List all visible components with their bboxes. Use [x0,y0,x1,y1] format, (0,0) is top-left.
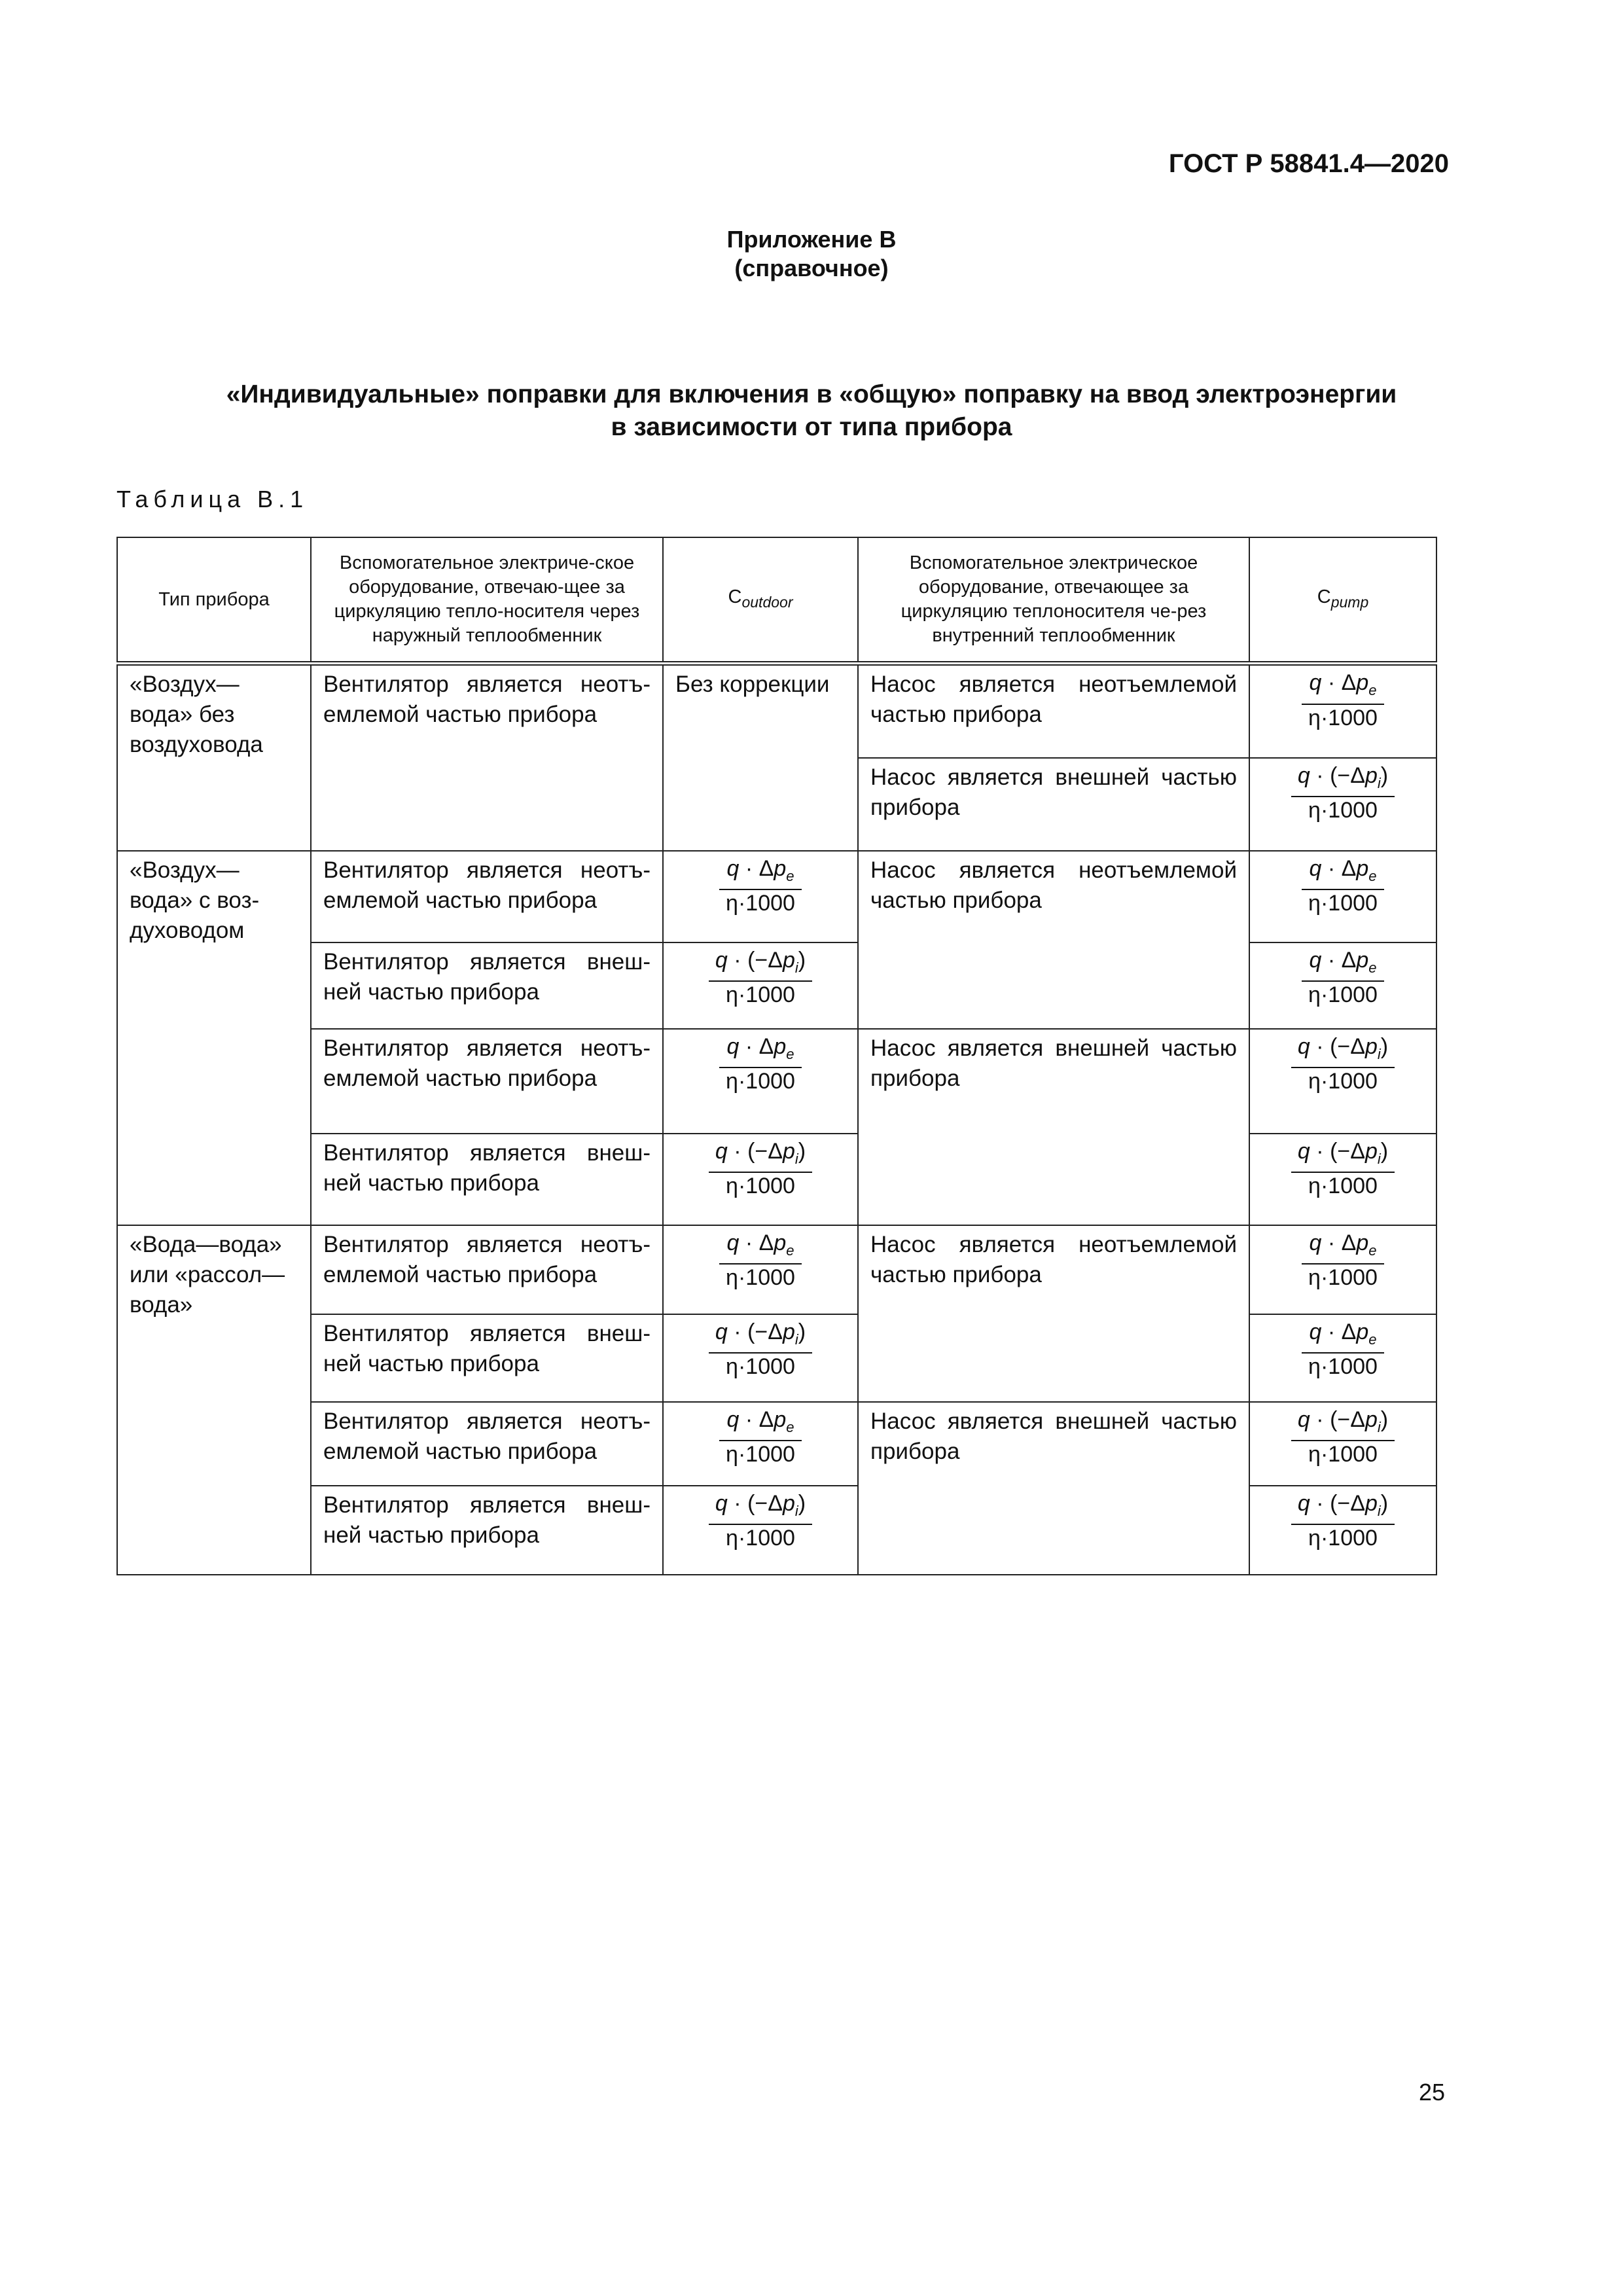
formula-numerator: $q \cdot \Delta p_e$ [1302,947,1384,982]
device-type-cell: «Воздух—вода» с воз-духоводом [117,851,311,1225]
formula-denominator: η·1000 [1308,1354,1378,1380]
fan-cell: Вентилятор является неотъ-емлемой частью прибора [311,1225,663,1314]
formula-numerator: $q \cdot (-\Delta p_i)$ [1291,1490,1395,1526]
c-pump-cell [1249,942,1436,1029]
formula-denominator: η·1000 [1308,1442,1378,1467]
formula [1302,1319,1384,1380]
pump-cell: Насос является внешней частью прибора [858,1402,1249,1575]
formula-denominator: η·1000 [726,1442,795,1467]
formula-denominator: η·1000 [1308,798,1378,823]
formula-denominator: η·1000 [1308,1526,1378,1551]
formula-denominator: η·1000 [1308,982,1378,1008]
c-outdoor-cell [663,1029,858,1134]
formula-numerator: $q \cdot \Delta p_e$ [719,1033,802,1069]
table-row [117,851,1436,942]
c-pump-cell [1249,851,1436,942]
formula-numerator: $q \cdot (-\Delta p_i)$ [709,1490,812,1526]
formula-numerator: $q \cdot (-\Delta p_i)$ [1291,1138,1395,1174]
formula [1291,1407,1395,1468]
formula [1302,1230,1384,1291]
pump-cell: Насос является неотъемлемой частью прибора [858,664,1249,758]
c-outdoor-cell [663,1314,858,1402]
standard-number: ГОСТ Р 58841.4—2020 [1168,149,1449,178]
formula-denominator: η·1000 [1308,1174,1378,1199]
formula [709,1490,812,1552]
formula-numerator: $q \cdot (-\Delta p_i)$ [709,1138,812,1174]
c-pump-cell [1249,1029,1436,1134]
c-outdoor-letter: C [728,586,742,607]
annex-heading [0,225,1623,283]
fan-cell: Вентилятор является внеш-ней частью прибора [311,1486,663,1575]
formula-numerator: $q \cdot (-\Delta p_i)$ [1291,1407,1395,1442]
header-outdoor-equipment: Вспомогательное электриче-ское оборудование, отвечаю-щее за циркуляцию тепло-носителя через наружный теплообменник [311,537,663,664]
table-label: Таблица В.1 [116,486,309,512]
corrections-table [116,537,1437,1575]
formula-numerator: $q \cdot \Delta p_e$ [1302,1230,1384,1265]
fan-cell: Вентилятор является внеш-ней частью прибора [311,1314,663,1402]
c-outdoor-cell [663,942,858,1029]
formula [719,1033,802,1095]
formula-denominator: η·1000 [726,1265,795,1291]
formula [1302,947,1384,1009]
c-outdoor-cell [663,851,858,942]
formula-denominator: η·1000 [1308,1069,1378,1094]
fan-cell: Вентилятор является внеш-ней частью прибора [311,942,663,1029]
formula [1291,1033,1395,1095]
c-outdoor-cell [663,1134,858,1225]
c-outdoor-cell [663,1402,858,1486]
pump-cell: Насос является внешней частью прибора [858,758,1249,851]
device-type-cell: «Воздух—вода» без воздуховода [117,664,311,851]
c-pump-cell [1249,1225,1436,1314]
formula-numerator: $q \cdot \Delta p_e$ [719,855,802,891]
table-row [117,664,1436,758]
c-pump-letter: C [1317,586,1331,607]
formula [719,1230,802,1291]
formula-numerator: $q \cdot \Delta p_e$ [1302,855,1384,891]
device-type-cell: «Вода—вода» или «рассол—вода» [117,1225,311,1575]
section-title-line-1: «Индивидуальные» поправки для включения в «общую» поправку на ввод электроэнергии [226,380,1397,408]
formula [1291,1490,1395,1552]
c-pump-cell [1249,758,1436,851]
pump-cell: Насос является неотъемлемой частью прибора [858,851,1249,1029]
table-row [117,1029,1436,1134]
formula-numerator: $q \cdot \Delta p_e$ [1302,1319,1384,1354]
header-c-pump [1249,537,1436,664]
formula [719,855,802,917]
formula [1291,762,1395,824]
fan-cell: Вентилятор является неотъ-емлемой частью прибора [311,1402,663,1486]
table-row [117,1402,1436,1486]
formula-denominator: η·1000 [1308,1265,1378,1291]
formula-denominator: η·1000 [726,1174,795,1199]
c-outdoor-cell [663,1225,858,1314]
formula-numerator: $q \cdot (-\Delta p_i)$ [1291,762,1395,798]
pump-cell: Насос является внешней частью прибора [858,1029,1249,1225]
c-pump-cell [1249,1134,1436,1225]
header-indoor-equipment: Вспомогательное электрическое оборудование, отвечающее за циркуляцию теплоносителя че-рез внутренний теплообменник [858,537,1249,664]
formula-denominator: η·1000 [726,982,795,1008]
table-header-row [117,537,1436,664]
formula-denominator: η·1000 [1308,891,1378,916]
formula [709,1319,812,1380]
formula [709,1138,812,1200]
formula-numerator: $q \cdot \Delta p_e$ [719,1230,802,1265]
formula [1302,855,1384,917]
header-c-outdoor [663,537,858,664]
c-outdoor-subscript: outdoor [741,593,793,611]
annex-status: (справочное) [734,255,889,281]
section-title [105,378,1518,444]
formula [719,1407,802,1468]
c-pump-cell [1249,664,1436,758]
annex-title: Приложение В [726,226,897,253]
formula-numerator: $q \cdot (-\Delta p_i)$ [709,947,812,982]
fan-cell: Вентилятор является неотъ-емлемой частью прибора [311,664,663,851]
formula-numerator: $q \cdot \Delta p_e$ [1302,670,1384,705]
page-number: 25 [1418,2079,1445,2106]
formula-numerator: $q \cdot (-\Delta p_i)$ [709,1319,812,1354]
formula-denominator: η·1000 [726,1526,795,1551]
formula-numerator: $q \cdot \Delta p_e$ [719,1407,802,1442]
formula [1291,1138,1395,1200]
c-outdoor-cell: Без коррекции [663,664,858,851]
table-row [117,1225,1436,1314]
formula-denominator: η·1000 [726,1354,795,1380]
c-pump-subscript: pump [1330,593,1369,611]
formula-numerator: $q \cdot (-\Delta p_i)$ [1291,1033,1395,1069]
c-pump-cell [1249,1314,1436,1402]
formula-denominator: η·1000 [1308,705,1378,730]
fan-cell: Вентилятор является внеш-ней частью прибора [311,1134,663,1225]
c-pump-cell [1249,1486,1436,1575]
c-outdoor-cell [663,1486,858,1575]
fan-cell: Вентилятор является неотъ-емлемой частью прибора [311,1029,663,1134]
formula-denominator: η·1000 [726,891,795,916]
formula [709,947,812,1009]
section-title-line-2: в зависимости от типа прибора [611,413,1012,441]
formula-denominator: η·1000 [726,1069,795,1094]
header-device-type: Тип прибора [117,537,311,664]
c-pump-cell [1249,1402,1436,1486]
pump-cell: Насос является неотъемлемой частью прибора [858,1225,1249,1402]
formula [1302,670,1384,731]
fan-cell: Вентилятор является неотъ-емлемой частью прибора [311,851,663,942]
